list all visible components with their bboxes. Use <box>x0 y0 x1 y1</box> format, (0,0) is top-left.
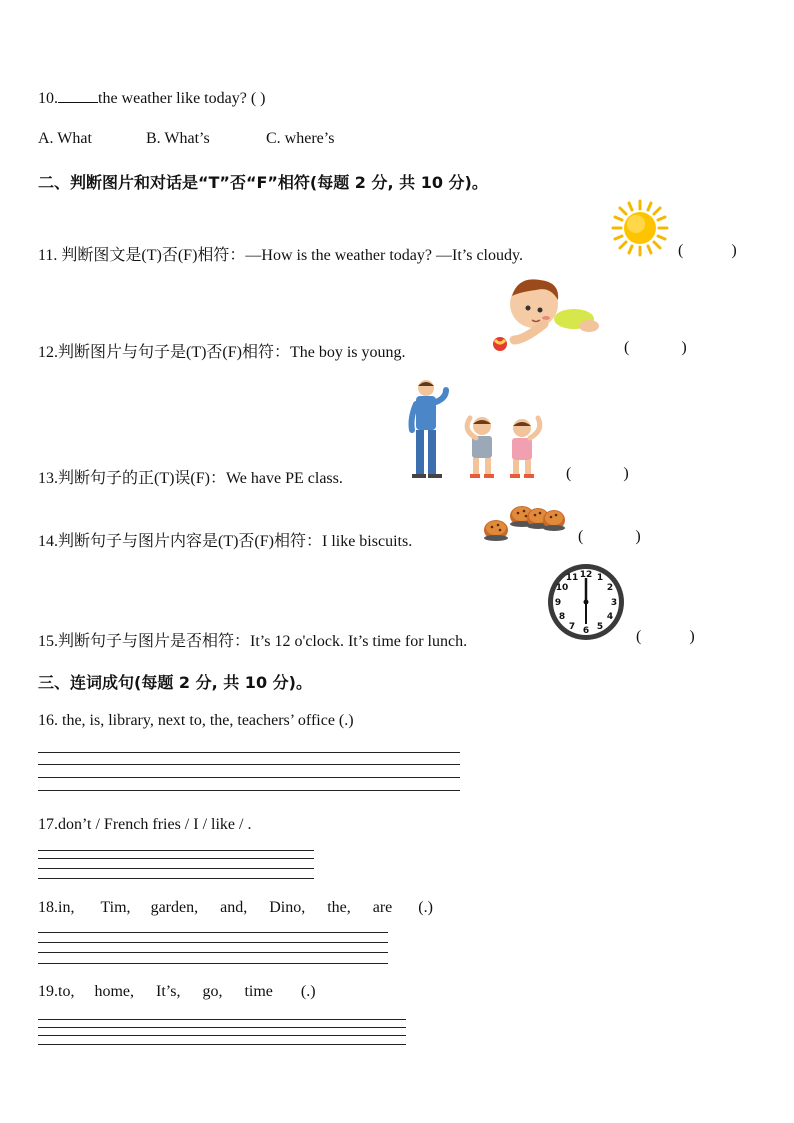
q18-word: are <box>372 899 393 916</box>
q13-text: 13.判断句子的正(T)误(F)：We have PE class. <box>38 470 343 487</box>
q18-number: 18. <box>38 899 58 916</box>
q19-line <box>38 983 316 1001</box>
svg-text:2: 2 <box>606 583 614 593</box>
q17-answer-line[interactable] <box>38 878 314 879</box>
q17-answer-line[interactable] <box>38 850 314 851</box>
q10-option-a[interactable]: A. What <box>38 130 92 147</box>
q18-word: Dino, <box>269 899 306 916</box>
q18-line <box>38 899 433 917</box>
q16-text: 16. the, is, library, next to, the, teachers’ office (.) <box>38 712 354 729</box>
q10-option-b[interactable]: B. What’s <box>146 130 210 147</box>
svg-text:3: 3 <box>610 598 618 608</box>
svg-text:5: 5 <box>596 622 604 632</box>
svg-text:8: 8 <box>558 612 566 622</box>
q19-answer-line[interactable] <box>38 1027 406 1028</box>
q17-answer-line[interactable] <box>38 858 314 859</box>
q19-word: home, <box>94 983 134 1000</box>
q18-word: Tim, <box>100 899 131 916</box>
q16-answer-line[interactable] <box>38 790 460 791</box>
q18-answer-line[interactable] <box>38 952 388 953</box>
clock-icon <box>546 562 626 642</box>
q18-answer-line[interactable] <box>38 932 388 933</box>
q14-text: 14.判断句子与图片内容是(T)否(F)相符：I like biscuits. <box>38 533 413 550</box>
svg-text:4: 4 <box>606 612 614 622</box>
q19-answer-line[interactable] <box>38 1035 406 1036</box>
q12-text: 12.判断图片与句子是(T)否(F)相符：The boy is young. <box>38 344 406 361</box>
q15-answer-paren[interactable]: ( ) <box>636 628 695 645</box>
q18-answer-line[interactable] <box>38 963 388 964</box>
q18-word: in, <box>58 899 75 916</box>
q18-word: (.) <box>418 899 433 916</box>
q15-text: 15.判断句子与图片是否相符：It’s 12 o'clock. It’s time for lunch. <box>38 633 468 650</box>
q16-answer-line[interactable] <box>38 777 460 778</box>
q10-number: 10. <box>38 90 58 107</box>
q19-word: go, <box>202 983 223 1000</box>
q10-option-c[interactable]: C. where’s <box>266 130 335 147</box>
q19-word: (.) <box>300 983 316 1000</box>
q19-word: time <box>244 983 273 1000</box>
q11-answer-paren[interactable]: ( ) <box>678 242 737 259</box>
q16-answer-line[interactable] <box>38 752 460 753</box>
svg-text:11: 11 <box>565 573 579 583</box>
q10-blank[interactable] <box>58 88 98 103</box>
svg-text:7: 7 <box>568 622 576 632</box>
q17-text: 17.don’t / French fries / I / like / . <box>38 816 252 833</box>
q19-word: It’s, <box>156 983 181 1000</box>
section-2-title: 二、判断图片和对话是“T”否“F”相符(每题 2 分, 共 10 分)。 <box>38 173 488 192</box>
q10-text: the weather like today? ( ) <box>98 90 266 107</box>
q10-line <box>38 88 265 108</box>
q14-answer-paren[interactable]: ( ) <box>578 528 641 545</box>
q19-answer-line[interactable] <box>38 1019 406 1020</box>
svg-text:10: 10 <box>555 583 569 593</box>
svg-text:9: 9 <box>554 598 562 608</box>
svg-text:12: 12 <box>579 570 593 580</box>
q11-text: 11. 判断图文是(T)否(F)相符：—How is the weather today? —It’s cloudy. <box>38 247 523 264</box>
q18-answer-line[interactable] <box>38 942 388 943</box>
q16-answer-line[interactable] <box>38 764 460 765</box>
q18-word: the, <box>327 899 351 916</box>
biscuits-image <box>482 500 566 544</box>
svg-text:1: 1 <box>596 573 604 583</box>
q18-word: garden, <box>150 899 199 916</box>
q19-number: 19. <box>38 983 58 1000</box>
q19-word: to, <box>58 983 75 1000</box>
section-3-title: 三、连词成句(每题 2 分, 共 10 分)。 <box>38 673 312 692</box>
q13-answer-paren[interactable]: ( ) <box>566 465 629 482</box>
crawling-baby-image <box>484 274 604 354</box>
q12-answer-paren[interactable]: ( ) <box>624 339 687 356</box>
q18-word: and, <box>220 899 248 916</box>
pe-class-image <box>406 378 550 480</box>
q19-answer-line[interactable] <box>38 1044 406 1045</box>
sun-icon <box>612 200 668 256</box>
svg-text:6: 6 <box>582 626 590 636</box>
q17-answer-line[interactable] <box>38 868 314 869</box>
